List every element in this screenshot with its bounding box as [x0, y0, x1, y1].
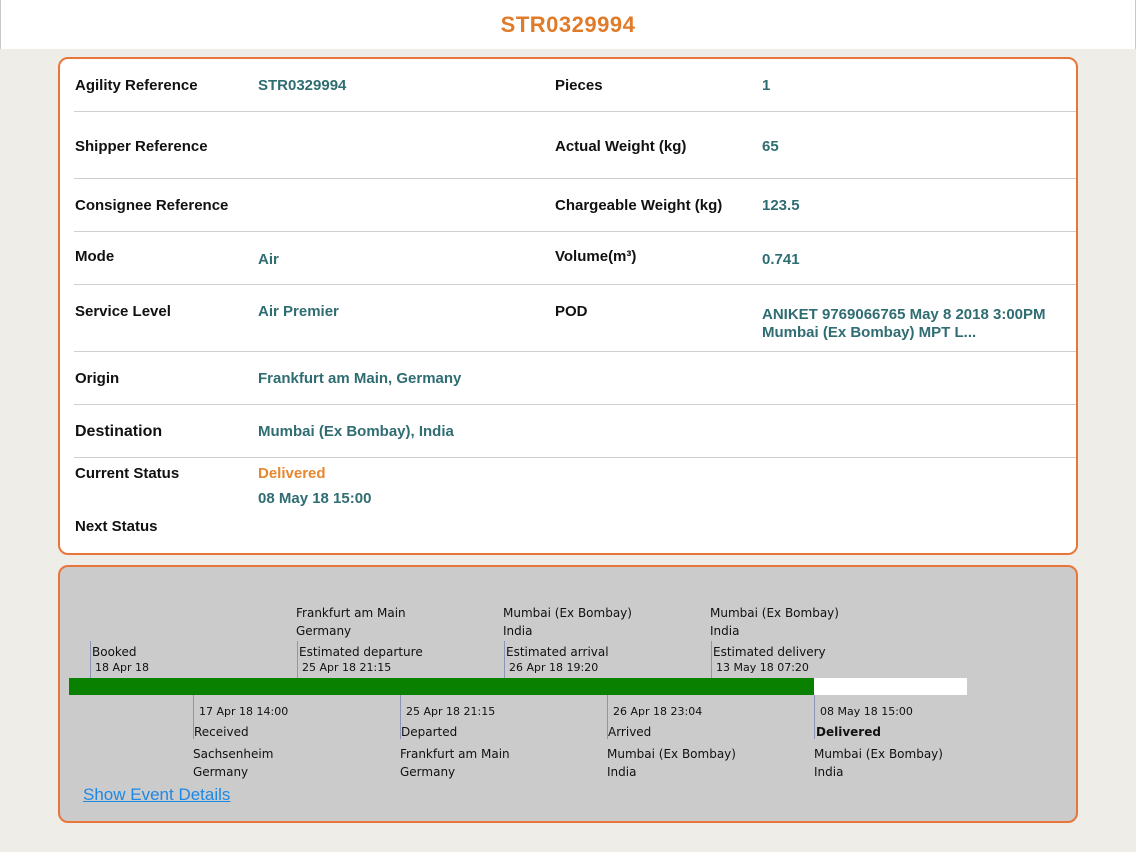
event-delivered-location: Mumbai (Ex Bombay) — [814, 747, 943, 761]
row-divider — [74, 231, 1076, 232]
event-arrived-date: 26 Apr 18 23:04 — [613, 705, 703, 718]
timeline-tick — [297, 641, 298, 678]
event-est-departure-name: Estimated departure — [299, 645, 423, 659]
event-arrived-name: Arrived — [608, 725, 652, 739]
service-level-value: Air Premier — [258, 303, 339, 320]
event-booked-name: Booked — [92, 645, 137, 659]
event-est-delivery-country: India — [710, 624, 740, 638]
event-booked-date: 18 Apr 18 — [95, 661, 150, 674]
event-est-arrival-country: India — [503, 624, 533, 638]
agility-reference-value: STR0329994 — [258, 77, 347, 94]
volume-value: 0.741 — [762, 251, 800, 268]
event-est-delivery-date: 13 May 18 07:20 — [716, 661, 809, 674]
timeline-tick — [711, 641, 712, 678]
event-departed-country: Germany — [400, 765, 456, 779]
page-title: STR0329994 — [500, 11, 636, 37]
shipment-details-panel — [58, 57, 1078, 555]
mode-label: Mode — [75, 248, 115, 265]
row-divider — [74, 457, 1076, 458]
actual-weight-label: Actual Weight (kg) — [555, 138, 687, 155]
title-bar — [0, 0, 1136, 49]
pod-value: ANIKET 9769066765 May 8 2018 3:00PM Mumbai (Ex Bombay) MPT L... — [762, 306, 1046, 341]
row-divider — [74, 178, 1076, 179]
current-status-value: Delivered — [258, 465, 326, 482]
event-delivered-name: Delivered — [816, 725, 881, 739]
event-departed-location: Frankfurt am Main — [400, 747, 510, 761]
event-departed-name: Departed — [401, 725, 458, 739]
event-est-arrival-location: Mumbai (Ex Bombay) — [503, 606, 632, 620]
volume-label: Volume(m³) — [555, 248, 637, 265]
mode-value: Air — [258, 251, 279, 268]
timeline-tick — [504, 641, 505, 678]
row-divider — [74, 111, 1076, 112]
agility-reference-label: Agility Reference — [75, 77, 198, 94]
event-est-departure-country: Germany — [296, 624, 352, 638]
timeline-progress-fill — [69, 678, 814, 695]
row-divider — [74, 404, 1076, 405]
event-received-location: Sachsenheim — [193, 747, 274, 761]
event-received-name: Received — [194, 725, 249, 739]
event-est-arrival-name: Estimated arrival — [506, 645, 609, 659]
event-received-country: Germany — [193, 765, 249, 779]
event-est-departure-location: Frankfurt am Main — [296, 606, 406, 620]
consignee-reference-label: Consignee Reference — [75, 197, 229, 214]
chargeable-weight-label: Chargeable Weight (kg) — [555, 197, 723, 214]
event-departed-date: 25 Apr 18 21:15 — [406, 705, 496, 718]
current-status-timestamp: 08 May 18 15:00 — [258, 490, 372, 507]
pieces-value: 1 — [762, 77, 771, 94]
service-level-label: Service Level — [75, 303, 171, 320]
event-delivered-date: 08 May 18 15:00 — [820, 705, 913, 718]
timeline-tick — [90, 641, 91, 678]
event-arrived-location: Mumbai (Ex Bombay) — [607, 747, 736, 761]
pod-label: POD — [555, 303, 588, 320]
destination-label: Destination — [75, 423, 163, 440]
actual-weight-value: 65 — [762, 138, 779, 155]
origin-label: Origin — [75, 370, 120, 387]
current-status-label: Current Status — [75, 465, 180, 482]
next-status-label: Next Status — [75, 518, 158, 535]
chargeable-weight-value: 123.5 — [762, 197, 800, 214]
event-arrived-country: India — [607, 765, 637, 779]
tracking-timeline-panel — [58, 565, 1078, 823]
origin-value: Frankfurt am Main, Germany — [258, 370, 462, 387]
event-est-arrival-date: 26 Apr 18 19:20 — [509, 661, 599, 674]
show-event-details-link[interactable]: Show Event Details — [83, 785, 231, 804]
timeline-tick — [814, 695, 815, 739]
destination-value: Mumbai (Ex Bombay), India — [258, 423, 454, 440]
event-est-delivery-location: Mumbai (Ex Bombay) — [710, 606, 839, 620]
event-est-delivery-name: Estimated delivery — [713, 645, 826, 659]
row-divider — [74, 284, 1076, 285]
event-received-date: 17 Apr 18 14:00 — [199, 705, 289, 718]
shipper-reference-label: Shipper Reference — [75, 138, 208, 155]
row-divider — [74, 351, 1076, 352]
event-delivered-country: India — [814, 765, 844, 779]
pieces-label: Pieces — [555, 77, 603, 94]
event-est-departure-date: 25 Apr 18 21:15 — [302, 661, 392, 674]
